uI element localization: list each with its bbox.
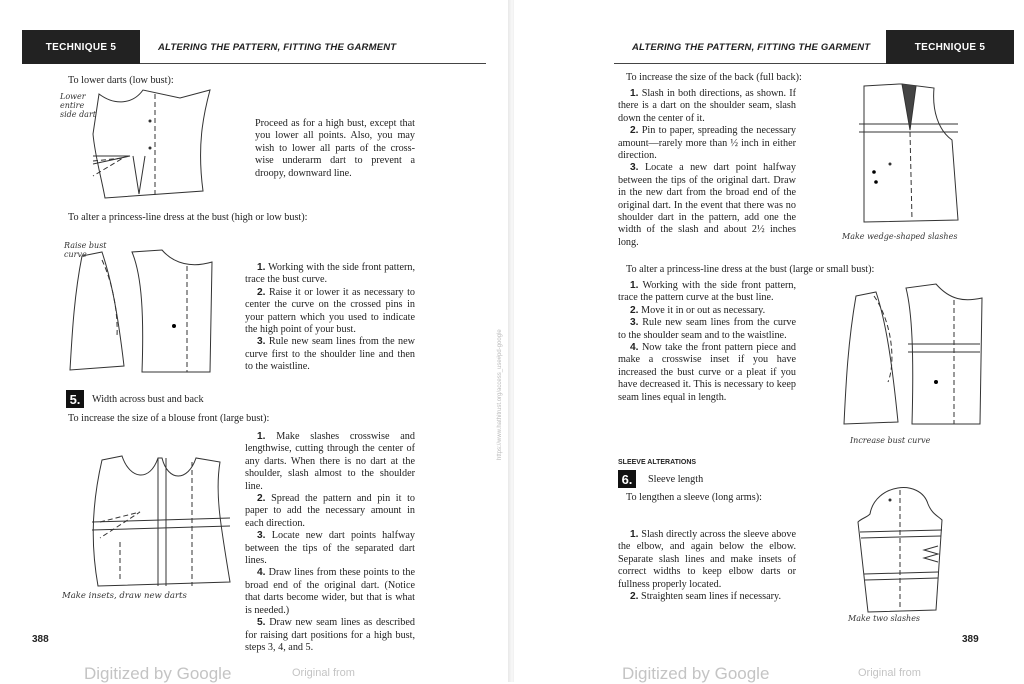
right-header-rule [614, 63, 886, 64]
section-5-badge: 5. [66, 390, 84, 408]
right-footer-digitized: Digitized by Google [622, 664, 770, 683]
step-text: Pin to paper, spreading the necessary amount—rarely more than ½ inch in either direction. [618, 125, 796, 162]
step-text: Locate a new dart point halfway between the tips of the original dart. Draw in the new dart from the broad end of the original dart. In the event that there was no shoulder dart in the pattern, add one the width of the slash and about 2½ inches long. [618, 162, 796, 248]
step-text: Raise it or lower it as necessary to center the curve on the crossed pins in your pattern which you used to indicate the high point of your bust. [245, 286, 415, 336]
blouse-step-3 [245, 530, 415, 567]
step-text: Draw lines from these points to the broad end of the original dart. (Notice that darts become wider, but that is what is needed.) [245, 567, 415, 616]
lower-darts-illustration [85, 86, 215, 206]
princess-illustration-right [836, 282, 986, 432]
princess-step-right-3 [618, 317, 796, 342]
step-number: 2. [630, 591, 639, 603]
back-step-3 [618, 162, 796, 249]
sleeve-heading: To lengthen a sleeve (long arms): [626, 492, 762, 503]
section-6-badge: 6. [618, 470, 636, 488]
back-heading: To increase the size of the back (full back): [626, 72, 802, 83]
blouse-steps [245, 431, 415, 654]
side-watermark: https://www.hathitrust.org/access_use#pd-google [497, 329, 503, 460]
princess-note-right: Increase bust curve [850, 436, 931, 445]
step-text: Slash in both directions, as shown. If there is a dart on the shoulder seam, slash down the center of it. [618, 88, 796, 124]
princess-step-right-1 [618, 280, 796, 305]
step-number: 1. [630, 280, 639, 291]
back-step-1 [618, 88, 796, 125]
right-footer-original: Original from [858, 667, 921, 679]
blouse-note: Make insets, draw new darts [62, 591, 187, 601]
left-footer-digitized: Digitized by Google [84, 664, 232, 683]
step-number: 2. [257, 493, 266, 505]
step-text: Locate new dart points halfway between the tips of the separated dart lines. [245, 530, 415, 567]
princess-heading-left: To alter a princess-line dress at the bust (high or low bust): [68, 212, 308, 223]
step-text: Now take the front pattern piece and make a crosswise inset if you have increased the bust curve or a pleat if you have decreased it. This is necessary to keep seam lines equal in length. [618, 342, 797, 403]
back-steps [618, 88, 796, 249]
right-header-box: TECHNIQUE 5 [886, 30, 1014, 64]
princess-heading-right: To alter a princess-line dress at the bust (large or small bust): [626, 264, 875, 275]
right-header-title: ALTERING THE PATTERN, FITTING THE GARMENT [632, 42, 871, 53]
step-number: 3. [257, 530, 266, 542]
sleeve-step-1 [618, 529, 796, 591]
princess-step-left-2 [245, 287, 415, 337]
left-page [0, 0, 510, 682]
blouse-heading: To increase the size of a blouse front (large bust): [68, 413, 270, 424]
step-number: 2. [630, 304, 639, 316]
sleeve-illustration [850, 474, 950, 614]
sleeve-steps [618, 529, 796, 603]
section-5-title: Width across bust and back [92, 394, 204, 405]
step-text: Draw new seam lines as described for raising dart positions for a high bust, steps 3, 4, and 5. [245, 617, 415, 653]
princess-step-left-3 [245, 336, 415, 373]
step-number: 5. [257, 617, 266, 629]
princess-step-left-1 [245, 262, 415, 287]
step-number: 1. [630, 88, 639, 99]
back-step-2 [618, 125, 796, 162]
sleeve-note: Make two slashes [848, 614, 921, 623]
left-page-number: 388 [32, 634, 49, 645]
princess-steps-right [618, 280, 796, 404]
blouse-step-4 [245, 567, 415, 617]
right-page-number: 389 [962, 634, 979, 645]
princess-illustration-left [62, 246, 222, 380]
left-header-rule [140, 63, 486, 64]
princess-step-right-2 [618, 305, 796, 317]
left-header-box: TECHNIQUE 5 [22, 30, 140, 64]
step-text: Rule new seam lines from the curve to the shoulder seam and to the waistline. [618, 317, 796, 341]
lower-darts-note: Lower entire side dart [60, 92, 96, 119]
step-number: 2. [257, 286, 266, 298]
step-number: 1. [630, 529, 639, 540]
back-illustration [854, 80, 974, 230]
step-text: Straighten seam lines if necessary. [641, 591, 781, 603]
lower-darts-body: Proceed as for a high bust, except that you lower all points. Also, you may wish to lower all parts of the cross-wise underarm dart to prevent a droopy, downward line. [255, 118, 415, 179]
step-number: 3. [630, 317, 639, 329]
sleeve-step-2 [618, 591, 796, 603]
step-number: 4. [257, 567, 266, 579]
step-text: Working with the side front pattern, trace the bust curve. [245, 262, 416, 286]
step-number: 3. [257, 336, 266, 348]
left-footer-original: Original from [292, 667, 355, 679]
lower-darts-heading: To lower darts (low bust): [68, 75, 174, 86]
step-number: 1. [257, 262, 266, 273]
section-6-title: Sleeve length [648, 474, 704, 485]
sleeve-alterations-label: SLEEVE ALTERATIONS [618, 459, 697, 466]
left-header-title: ALTERING THE PATTERN, FITTING THE GARMENT [158, 42, 397, 53]
step-number: 2. [630, 125, 639, 137]
step-text: Spread the pattern and pin it to paper to add the necessary amount in each direction. [245, 493, 415, 529]
step-text: Rule new seam lines from the new curve first to the shoulder line and then to the waistline. [245, 336, 416, 373]
step-number: 3. [630, 162, 639, 174]
step-number: 1. [257, 431, 266, 442]
step-text: Make slashes crosswise and lengthwise, cutting through the center of any darts. When there is no dart at the shoulder, slash almost to the shoulder line. [245, 431, 415, 492]
princess-step-right-4 [618, 342, 796, 404]
step-text: Move it in or out as necessary. [641, 304, 766, 316]
blouse-illustration [80, 452, 245, 592]
princess-steps-left [245, 262, 415, 374]
step-text: Working with the side front pattern, trace the pattern curve at the bust line. [618, 280, 796, 304]
right-page [514, 0, 1024, 682]
step-number: 4. [630, 342, 639, 354]
blouse-step-5 [245, 617, 415, 654]
blouse-step-2 [245, 493, 415, 530]
princess-note-left: Raise bust curve [64, 241, 107, 259]
step-text: Slash directly across the sleeve above the elbow, and again below the elbow. Separate slash lines and make insets of correct widths to keep elbow darts or fullness properly located. [618, 529, 797, 590]
blouse-step-1 [245, 431, 415, 493]
back-note: Make wedge-shaped slashes [842, 232, 958, 241]
